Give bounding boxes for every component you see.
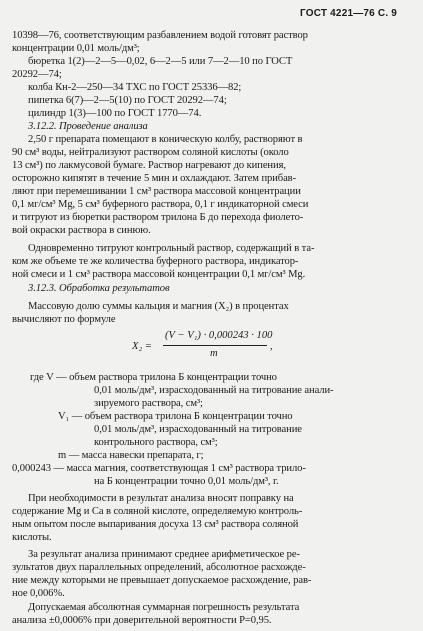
list-item: пипетка 6(7)—2—5(10) по ГОСТ 20292—74; — [28, 95, 227, 106]
definition-item: 0,01 моль/дм³, израсходованный на титрование анали- — [94, 385, 334, 396]
definition-item: зируемого раствора, см³; — [94, 398, 203, 409]
text-line: 0,1 мг/см³ Mg, 5 см³ буферного раствора, 0,1 г индикаторной смеси — [12, 199, 309, 210]
text-line: вой окраски раствора в синюю. — [12, 225, 151, 236]
text-line: 2,50 г препарата помещают в коническую колбу, растворяют в — [28, 134, 303, 145]
formula — [0, 330, 423, 366]
text-line: и титруют из бюретки раствором трилона Б до перехода фиолето- — [12, 212, 304, 223]
list-item: колба Кн-2—250—34 ТХС по ГОСТ 25336—82; — [28, 82, 242, 93]
formula-tail: , — [270, 341, 273, 352]
definition-item: контрольного раствора, см³; — [94, 437, 218, 448]
formula-denominator: m — [210, 348, 218, 359]
text-line: Одновременно титруют контрольный раствор, содержащий в та- — [28, 243, 315, 254]
definition-item: m — масса навески препарата, г; — [58, 450, 204, 461]
text-line: ной смеси и 1 см³ раствора массовой концентрации 0,1 мг/см³ Mg. — [12, 269, 306, 280]
text-line: За результат анализа принимают среднее арифметическое ре- — [28, 549, 300, 560]
text-line: содержание Mg и Ca в соляной кислоте, определяемую контроль- — [12, 506, 303, 517]
list-item: цилиндр 1(3)—100 по ГОСТ 1770—74. — [28, 108, 202, 119]
section-heading: 3.12.2. Проведение анализа — [28, 121, 148, 132]
page-header: ГОСТ 4221—76 С. 9 — [300, 8, 398, 19]
text-line: 13 см³) по лакмусовой бумаге. Раствор нагревают до кипения, — [12, 160, 286, 171]
definition-item: 0,000243 — масса магния, соответствующая 1 см³ раствора трило- — [12, 463, 306, 474]
text-line: ляют при перемешивании 1 см³ раствора массовой концентрации — [12, 186, 301, 197]
text-line: ние между которыми не превышает допускаемое расхождение, рав- — [12, 575, 312, 586]
text-line: ное 0,006%. — [12, 588, 65, 599]
text-line: 20292—74; — [12, 69, 62, 80]
text-line: 10398—76, соответствующим разбавлением водой готовят раствор — [12, 30, 308, 41]
text-line: ным опытом после выпаривания досуха 13 см³ раствора соляной — [12, 519, 299, 530]
text-line: вычисляют по формуле — [12, 314, 116, 325]
text-line: При необходимости в результат анализа вносят поправку на — [28, 493, 294, 504]
list-item: бюретка 1(2)—2—5—0,02, 6—2—5 или 7—2—10 по ГОСТ — [28, 56, 293, 67]
text-line: концентрации 0,01 моль/дм³; — [12, 43, 140, 54]
definition-item: где V — объем раствора трилона Б концентрации точно — [30, 372, 277, 383]
text-line: анализа ±0,0006% при доверительной вероятности P=0,95. — [12, 615, 272, 626]
text-line: ком же объеме те же количества буферного раствора, индикатор- — [12, 256, 299, 267]
text-line: 90 см³ воды, нейтрализуют раствором соляной кислоты (около — [12, 147, 289, 158]
text-line: зультатов двух параллельных определений, абсолютное расхожде- — [12, 562, 306, 573]
text-line: Допускаемая абсолютная суммарная погрешность результата — [28, 602, 300, 613]
formula-numerator: (V − V₁) · 0,000243 · 100 — [165, 330, 273, 341]
definition-item: 0,01 моль/дм³, израсходованный на титрование — [94, 424, 302, 435]
text-line: кислоты. — [12, 532, 52, 543]
text-line: осторожно кипятят в течение 5 мин и охлаждают. Затем прибав- — [12, 173, 297, 184]
formula-lhs: X₂ = — [132, 341, 152, 352]
definition-item: V₁ — объем раствора трилона Б концентрации точно — [58, 411, 293, 422]
definition-item: на Б концентрации точно 0,01 моль/дм³, г. — [94, 476, 279, 487]
section-heading: 3.12.3. Обработка результатов — [28, 283, 170, 294]
text-line: Массовую долю суммы кальция и магния (X₂) в процентах — [28, 301, 289, 312]
fraction-bar — [163, 345, 267, 346]
